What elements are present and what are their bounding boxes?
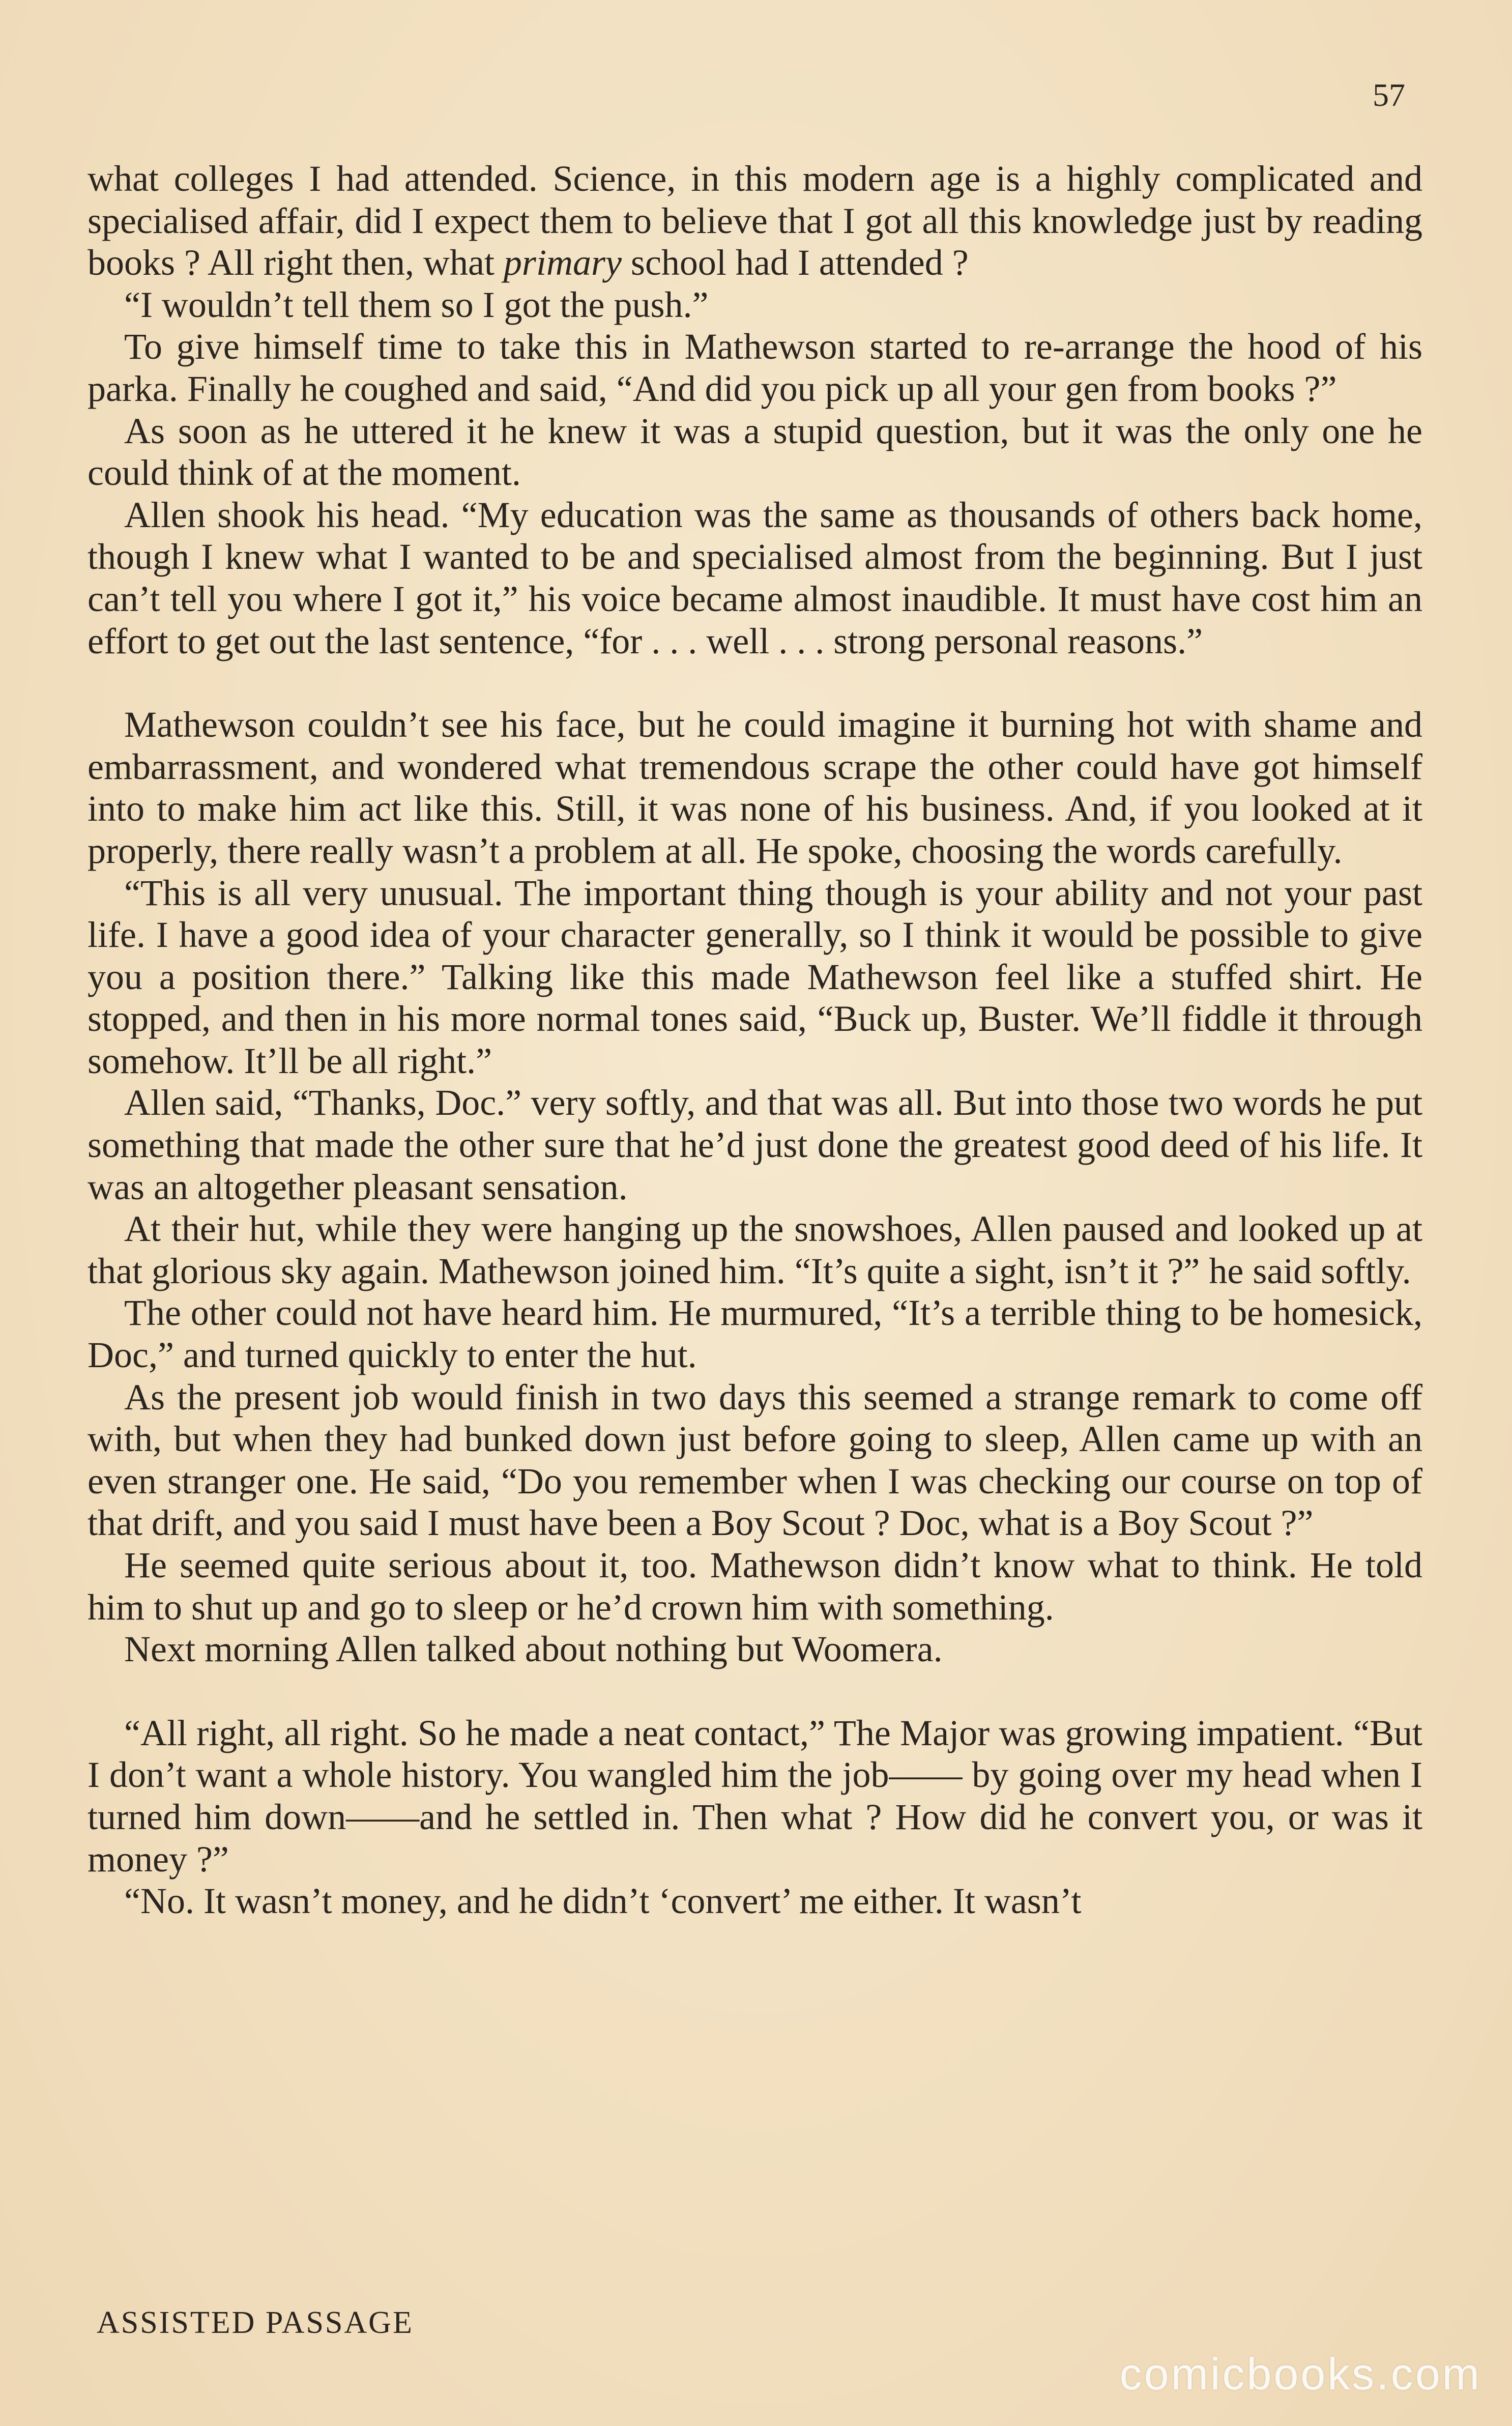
- paragraph: He seemed quite serious about it, too. Mathewson didn’t know what to think. He told him to shut up and go to sleep or he’d crown him with something.: [88, 1545, 1422, 1628]
- paragraph: Allen said, “Thanks, Doc.” very softly, and that was all. But into those two words he put something that made the other sure that he’d just done the greatest good deed of his life. It was an altogether pleasant sensation.: [88, 1082, 1422, 1207]
- paragraph: Allen shook his head. “My education was the same as thousands of others back home, though I knew what I wanted to be and specialised almost from the beginning. But I just can’t tell you where I got it,” his voice became almost inaudible. It must have cost him an effort to get out the last sentence, “for . . . well . . . strong personal reasons.”: [88, 494, 1422, 661]
- paragraph: what colleges I had attended. Science, in this modern age is a highly complicated and specialised affair, did I expect them to believe that I got all this knowledge just by reading books ? All right then, what primary school had I attended ?: [88, 158, 1422, 283]
- paragraph: “I wouldn’t tell them so I got the push.”: [124, 284, 709, 325]
- watermark: comicbooks.com: [1119, 2349, 1481, 2399]
- paragraph: At their hut, while they were hanging up the snowshoes, Allen paused and looked up at that glorious sky again. Mathewson joined him. “It’s quite a sight, isn’t it ?” he said softly.: [88, 1208, 1422, 1291]
- paragraph: Next morning Allen talked about nothing but Woomera.: [124, 1629, 943, 1670]
- emphasis: primary: [503, 242, 622, 283]
- paragraph: “This is all very unusual. The important thing though is your ability and not your past life. I have a good idea of your character generally, so I think it would be possible to give you a position there.” Talking like this made Mathewson feel like a stuffed shirt. He stopped, and then in his more normal tones said, “Buck up, Buster. We’ll fiddle it through somehow. It’ll be all right.”: [88, 872, 1422, 1081]
- paragraph: As the present job would finish in two days this seemed a strange remark to come off with, but when they had bunked down just before going to sleep, Allen came up with an even stranger one. He said, “Do you remember when I was checking our course on top of that drift, and you said I must have been a Boy Scout ? Doc, what is a Boy Scout ?”: [88, 1376, 1422, 1544]
- paragraph: As soon as he uttered it he knew it was a stupid question, but it was the only one he could think of at the moment.: [88, 410, 1422, 494]
- paragraph: The other could not have heard him. He murmured, “It’s a terrible thing to be homesick, Doc,” and turned quickly to enter the hut.: [88, 1292, 1422, 1376]
- paragraph: To give himself time to take this in Mathewson started to re-arrange the hood of his parka. Finally he coughed and said, “And did you pick up all your gen from books ?”: [88, 326, 1422, 409]
- body-text: [88, 158, 1422, 1922]
- paragraph: Mathewson couldn’t see his face, but he could imagine it burning hot with shame and embarrassment, and wondered what tremendous scrape the other could have got himself into to make him act like this. Still, it was none of his business. And, if you looked at it properly, there really wasn’t a problem at all. He spoke, choosing the words carefully.: [88, 704, 1422, 871]
- page-number: 57: [1373, 77, 1405, 113]
- paragraph: “All right, all right. So he made a neat contact,” The Major was growing impatient. “But I don’t want a whole history. You wangled him the job—— by going over my head when I turned him down——and he settled in. Then what ? How did he convert you, or was it money ?”: [88, 1712, 1422, 1880]
- paragraph: “No. It wasn’t money, and he didn’t ‘convert’ me either. It wasn’t: [124, 1881, 1082, 1922]
- running-footer: ASSISTED PASSAGE: [97, 2305, 414, 2340]
